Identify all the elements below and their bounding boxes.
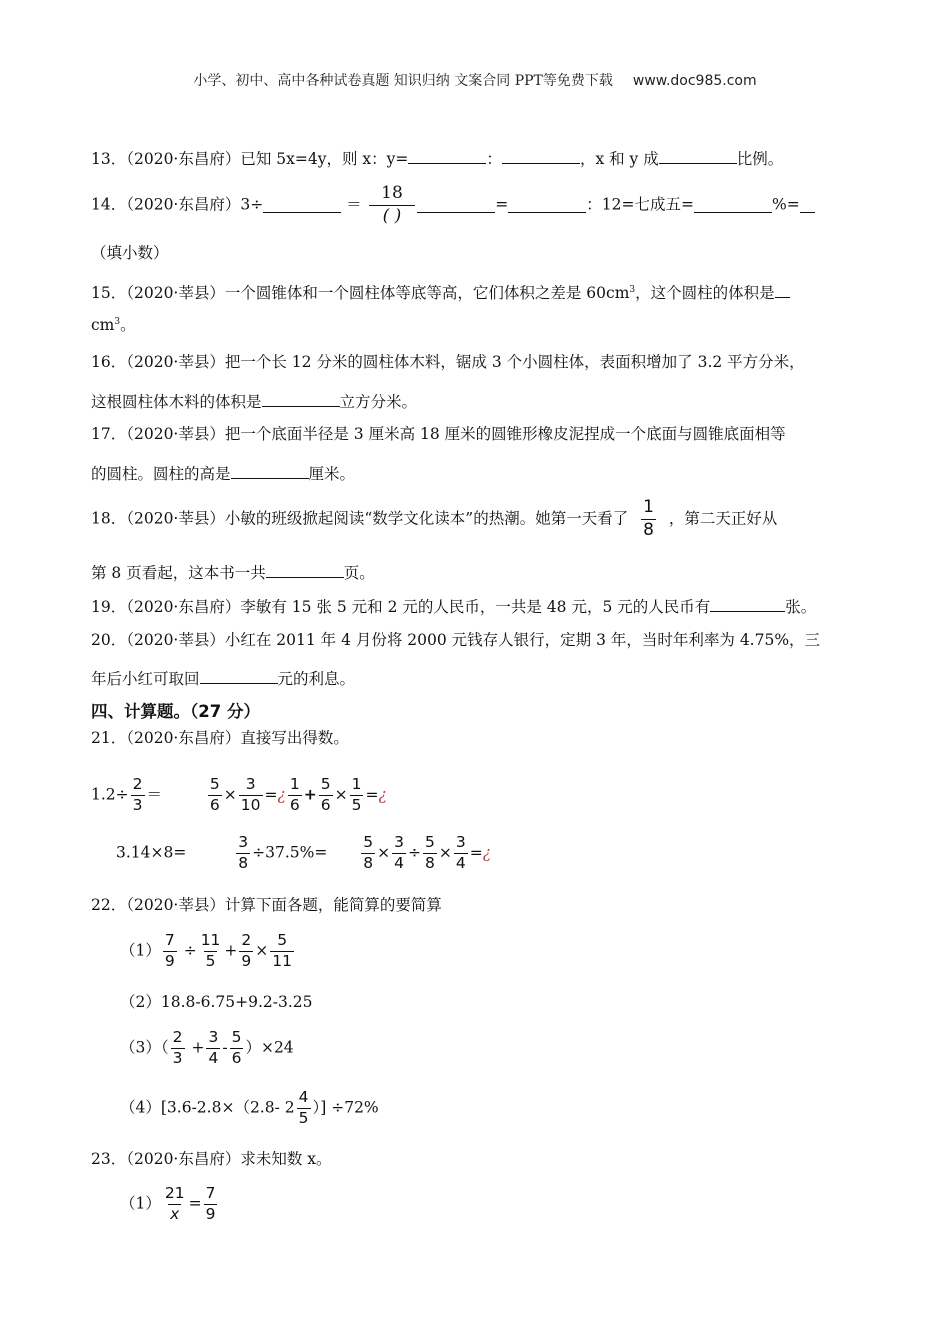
fraction-numerator: 5: [209, 775, 220, 793]
fraction: [239, 932, 253, 971]
fraction: [204, 1185, 218, 1224]
fraction-denominator: 9: [164, 951, 175, 970]
fraction: [369, 184, 416, 226]
q22-part-3: （3）（ $\frac{2}{3}$ + $\frac{3}{4}$ - $\frac{5}{6}$ ）×24: [120, 1028, 294, 1067]
fraction-denominator: 4: [455, 853, 466, 872]
fraction-denominator: 4: [208, 1048, 219, 1067]
q21-row-2: 3.14×8= $\frac{3}{8}$ ÷37.5%= $\frac{5}{8}$ × $\frac{3}{4}$ ÷ $\frac{5}{8}$ × $\frac{3}{4}$ =¿: [116, 833, 492, 872]
fraction: [131, 776, 145, 815]
fraction-numerator: 1: [351, 775, 362, 793]
fraction: [423, 834, 437, 873]
fraction-numerator: 2: [132, 775, 143, 793]
fraction-denominator: 3: [132, 795, 143, 814]
fraction: [239, 776, 263, 815]
unknown-char: ¿: [277, 785, 286, 804]
answer-blank[interactable]: [508, 198, 586, 213]
fraction-numerator: 5: [363, 833, 374, 851]
q23-part-1: （1） $\frac{21}{x}$ = $\frac{7}{9}$: [120, 1184, 216, 1223]
fraction-numerator: 11: [200, 931, 221, 949]
fraction-denominator: 8: [363, 853, 374, 872]
fraction-numerator: 3: [394, 833, 404, 851]
fraction-denominator: 5: [298, 1108, 309, 1127]
fraction-numerator: 3: [238, 833, 249, 851]
fraction: [454, 834, 468, 873]
answer-blank[interactable]: [231, 464, 309, 479]
answer-blank[interactable]: [408, 149, 486, 164]
fraction-denominator: 5: [351, 795, 362, 814]
page-header: [0, 70, 950, 90]
fraction-denominator: 8: [424, 853, 435, 872]
q21-row-1: 1.2÷ $\frac{2}{3}$ ＝ $\frac{5}{6}$ × $\frac{3}{10}$ =¿ $\frac{1}{6}$ + $\frac{5}{6}$ × $\frac{1}{5}$ =¿: [91, 775, 387, 814]
fraction-numerator: 5: [277, 931, 288, 949]
fraction: [297, 1089, 311, 1128]
question-22: 22．（2020·莘县）计算下面各题，能简算的要简算: [91, 896, 442, 914]
fraction-numerator: 7: [205, 1184, 216, 1202]
question-14-continued: （填小数）: [91, 244, 169, 262]
fraction-numerator: 21: [164, 1184, 185, 1202]
fraction: [288, 776, 302, 815]
answer-blank[interactable]: [775, 283, 790, 298]
fraction: [236, 834, 250, 873]
fraction-denominator: 6: [209, 795, 220, 814]
fraction: [361, 834, 375, 873]
fraction-denominator: 6: [231, 1048, 242, 1067]
q22-part-2: （2）18.8-6.75+9.2-3.25: [120, 993, 313, 1011]
answer-blank[interactable]: [200, 669, 278, 684]
question-20-continued: 年后小红可取回 元的利息。: [91, 670, 356, 688]
fraction-numerator: 2: [172, 1028, 183, 1046]
question-20: 20．（2020·莘县）小红在 2011 年 4 月份将 2000 元钱存人银行，定期 3 年，当时年利率为 4.75%，三: [91, 631, 821, 649]
question-17-continued: 的圆柱。圆柱的高是 厘米。: [91, 465, 356, 483]
fraction: [208, 776, 222, 815]
answer-blank[interactable]: [659, 149, 737, 164]
fraction-numerator: 7: [164, 931, 175, 949]
fraction: [641, 498, 656, 540]
fraction-numerator: 5: [320, 775, 331, 793]
fraction-denominator: 10: [240, 795, 261, 814]
fraction-numerator: 5: [424, 833, 435, 851]
fraction-denominator: 4: [394, 853, 404, 872]
answer-blank[interactable]: [710, 597, 785, 612]
fraction-numerator: 1: [643, 497, 654, 517]
fraction: [230, 1029, 244, 1068]
answer-blank[interactable]: [266, 563, 344, 578]
question-13: 13．（2020·东昌府）已知 5x=4y，则 x：y= ： ，x 和 y 成 比例。: [91, 150, 784, 168]
answer-blank[interactable]: [262, 392, 340, 407]
answer-blank[interactable]: [502, 149, 580, 164]
fraction-denominator: 11: [272, 951, 293, 970]
fraction: [270, 932, 294, 971]
fraction-denominator: 8: [238, 853, 249, 872]
fraction: [163, 932, 177, 971]
header-url[interactable]: www.doc985.com: [632, 73, 757, 89]
answer-blank[interactable]: [263, 198, 341, 213]
section-heading: 四、计算题。（27 分）: [91, 702, 260, 721]
fraction-denominator: 6: [289, 795, 300, 814]
question-15: 15．（2020·莘县）一个圆锥体和一个圆柱体等底等高，它们体积之差是 $60cm^3$，这个圆柱的体积是: [91, 283, 790, 302]
fraction-numerator: 1: [289, 775, 300, 793]
fraction-numerator: 2: [241, 931, 252, 949]
fraction: [206, 1029, 220, 1068]
fraction-numerator: 3: [245, 775, 256, 793]
fraction-denominator: ( ): [369, 205, 416, 227]
q22-part-4: （4）[3.6-2.8×（2.8- 2 $\frac{4}{5}$ ）] ÷72%: [120, 1088, 379, 1127]
fraction-numerator: 3: [208, 1028, 219, 1046]
unknown-char: ¿: [482, 843, 492, 862]
question-23: 23．（2020·东昌府）求未知数 x。: [91, 1150, 332, 1168]
q22-part-1: （1） $\frac{7}{9}$ ÷ $\frac{11}{5}$ + $\frac{2}{9}$ × $\frac{5}{11}$: [120, 931, 293, 970]
answer-blank[interactable]: [417, 198, 495, 213]
header-text: 小学、初中、高中各种试卷真题 知识归纳 文案合同 PPT等免费下载: [193, 73, 613, 89]
fraction-denominator: 3: [172, 1048, 183, 1067]
fraction: [319, 776, 333, 815]
fraction: [163, 1185, 187, 1224]
fraction-denominator: x: [170, 1204, 180, 1223]
fraction: [350, 776, 364, 815]
question-18: 18．（2020·莘县）小敏的班级掀起阅读“数学文化读本”的热潮。她第一天看了 $\frac{1}{8}$ ，第二天正好从: [91, 497, 778, 540]
fraction-denominator: 9: [241, 951, 252, 970]
question-15-continued: $cm^3$。: [91, 316, 136, 335]
question-16: 16．（2020·莘县）把一个长 12 分米的圆柱体木料，锯成 3 个小圆柱体，表面积增加了 3.2 平方分米，: [91, 353, 805, 371]
question-19: 19．（2020·东昌府）李敏有 15 张 5 元和 2 元的人民币，一共是 48 元，5 元的人民币有 张。: [91, 598, 817, 616]
fraction: [199, 932, 223, 971]
question-21: 21．（2020·东昌府）直接写出得数。: [91, 729, 349, 747]
question-14: 14．（2020·东昌府）3÷ ＝ $\frac{18}{( )}$ = ：12=七成五= %=: [91, 184, 815, 226]
fraction-denominator: 9: [205, 1204, 216, 1223]
question-16-continued: 这根圆柱体木料的体积是 立方分米。: [91, 393, 418, 411]
fraction-denominator: 6: [320, 795, 331, 814]
fraction-numerator: 18: [381, 183, 403, 203]
question-18-continued: 第 8 页看起，这本书一共 页。: [91, 564, 375, 582]
fraction-numerator: 3: [455, 833, 466, 851]
fraction-denominator: 5: [205, 951, 216, 970]
fraction-numerator: 4: [298, 1088, 309, 1106]
unknown-char: ¿: [378, 785, 387, 804]
fraction: [392, 834, 406, 873]
question-17: 17．（2020·莘县）把一个底面半径是 3 厘米高 18 厘米的圆锥形橡皮泥捏成一个底面与圆锥底面相等: [91, 425, 786, 443]
fraction-denominator: 8: [643, 519, 654, 540]
fraction: [171, 1029, 185, 1068]
answer-blank[interactable]: [694, 198, 772, 213]
fraction-numerator: 5: [231, 1028, 242, 1046]
answer-blank[interactable]: [800, 198, 815, 213]
